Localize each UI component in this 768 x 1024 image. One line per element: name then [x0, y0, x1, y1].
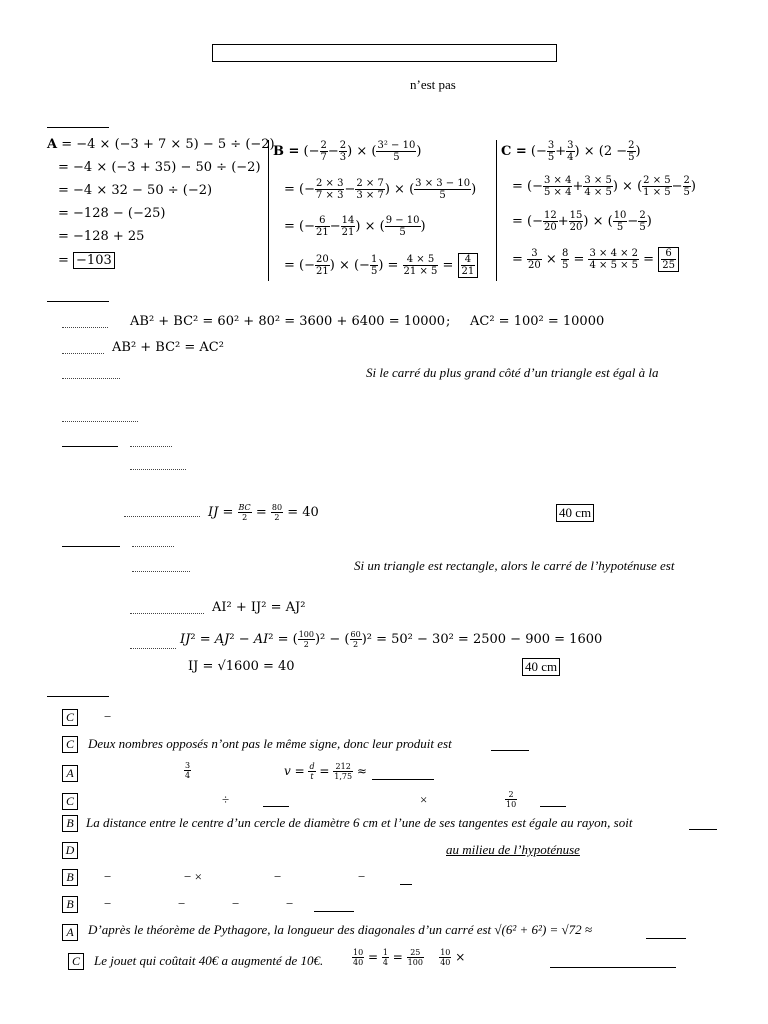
- qcm-text-8: −: [104, 896, 112, 911]
- qcm-answer-8: B: [62, 896, 78, 913]
- exB-label: B =: [273, 144, 300, 159]
- blank-7: [124, 516, 200, 517]
- divider-bc: [496, 140, 497, 281]
- blank-3: [62, 378, 120, 379]
- qcm-text-5: La distance entre le centre d’un cercle de diamètre 6 cm et l’une de ses tangentes est égale au rayon, soit: [86, 815, 633, 830]
- qcm-fracs-10: $\frac{10}{40}$ = $\frac{1}{4}$ = $\frac{25}{100}$ $\frac{10}{40}$ ×: [353, 948, 466, 967]
- section-1-underline: [47, 127, 109, 128]
- qcm-text-8c: −: [232, 896, 240, 911]
- blank-10: [130, 613, 204, 614]
- qcm-blank-9: [646, 938, 686, 939]
- ij-formula-1: IJ = $\frac{BC}{2}$ = $\frac{80}{2}$ = 40: [208, 503, 319, 522]
- qcm-frac-3a: $\frac{3}{4}$: [185, 761, 191, 780]
- section-3-underline: [47, 696, 109, 697]
- qcm-blank-2: [491, 750, 529, 751]
- exC-line-4: = $\frac{3}{20}$ × $\frac{8}{5}$ = $\frac{3 \times 4 \times 2}{4 \times 5 \times 5}$ = $\frac{6}{25}$: [512, 247, 679, 272]
- ex2-line-1c: AC² = 100² = 10000: [470, 314, 605, 329]
- ij-result-1: = 40: [287, 505, 319, 520]
- ij-answer-2: 40 cm: [522, 658, 560, 676]
- exC-line-3: = (− $\frac{12}{20}$ + $\frac{15}{20}$ ) × ( $\frac{10}{5}$ − $\frac{2}{5}$ ): [512, 210, 652, 233]
- exA-line-2: = −4 × (−3 + 35) − 50 ÷ (−2): [58, 160, 261, 175]
- ij-square-result: = 50² − 30² = 2500 − 900 = 1600: [376, 632, 603, 647]
- blank-8: [132, 546, 174, 547]
- qcm-text-10: Le jouet qui coûtait 40€ a augmenté de 10€.: [94, 953, 324, 968]
- exC-line-1: C = (− $\frac{3}{5}$ + $\frac{3}{4}$ ) × (2 − $\frac{2}{5}$ ): [501, 140, 641, 163]
- qcm-blank-4a: [263, 806, 289, 807]
- exB-result-den: 21: [461, 266, 475, 277]
- qcm-text-7d: −: [358, 869, 366, 884]
- subsection-c-underline: [62, 546, 120, 547]
- qcm-speed-formula: v = $\frac{d}{t}$ = $\frac{212}{1,75}$ ≈: [284, 762, 367, 781]
- qcm-answer-10: C: [68, 953, 84, 970]
- qcm-answer-1: C: [62, 709, 78, 726]
- qcm-blank-7: [400, 884, 412, 885]
- blank-1: [62, 327, 108, 328]
- qcm-text-8d: −: [286, 896, 294, 911]
- qcm-answer-9: A: [62, 924, 78, 941]
- exA-line-6: = −103: [58, 253, 115, 268]
- qcm-answer-4: C: [62, 793, 78, 810]
- ij-square-calc: IJ² = AJ² − AI² = ( $\frac{100}{2}$ )² − ( $\frac{60}{2}$ )² = 50² − 30² = 2500 − 900 = 1600: [180, 630, 603, 649]
- exB-line-4: = (− $\frac{20}{21}$ ) × (− $\frac{1}{5}$ ) = $\frac{4 \times 5}{21 \times 5}$ = $\frac{4}{21}$: [284, 253, 478, 278]
- qcm-text-9: D’après le théorème de Pythagore, la longueur des diagonales d’un carré est √(6² + 6²) = √72 ≈: [88, 922, 593, 937]
- blank-4: [62, 421, 138, 422]
- blank-5: [130, 446, 172, 447]
- ex2-theorem-2: Si un triangle est rectangle, alors le carré de l’hypoténuse est: [354, 558, 675, 573]
- exB-result-num: 4: [461, 254, 476, 266]
- blank-11: [130, 648, 176, 649]
- ex2-theorem-1: Si le carré du plus grand côté d’un triangle est égal à la: [366, 365, 659, 380]
- exA-line-5: = −128 + 25: [58, 229, 145, 244]
- qcm-blank-10: [550, 967, 676, 968]
- exC-label: C =: [501, 144, 527, 159]
- qcm-text-7b: − ×: [184, 869, 202, 884]
- ij-sqrt: IJ = √1600 = 40: [188, 659, 295, 674]
- exB-line-2: = (− $\frac{2 \times 3}{7 \times 3}$ − $\frac{2 \times 7}{3 \times 7}$ ) × ( $\frac{3 \times 3 - 10}{5}$ ): [284, 178, 477, 201]
- qcm-div-4: ÷: [222, 792, 230, 807]
- qcm-answer-5: B: [62, 815, 78, 832]
- qcm-answer-2: C: [62, 736, 78, 753]
- qcm-answer-3: A: [62, 765, 78, 782]
- qcm-frac-4: $\frac{2}{10}$: [506, 790, 517, 809]
- exC-result-den: 25: [662, 260, 675, 271]
- ij-answer-1: 40 cm: [556, 504, 594, 522]
- section-2-underline: [47, 301, 109, 302]
- qcm-blank-3: [372, 779, 434, 780]
- qcm-text-2: Deux nombres opposés n’ont pas le même signe, donc leur produit est: [88, 736, 452, 751]
- pythagoras-equation: AI² + IJ² = AJ²: [212, 600, 306, 615]
- header-subtitle: n’est pas: [410, 77, 456, 92]
- qcm-times-4: ×: [420, 792, 428, 807]
- blank-6: [130, 469, 186, 470]
- qcm-text-8b: −: [178, 896, 186, 911]
- blank-9: [132, 571, 190, 572]
- qcm-blank-8: [314, 911, 354, 912]
- blank-2: [62, 353, 104, 354]
- divider-ab: [268, 140, 269, 281]
- exA-line-1: A = −4 × (−3 + 7 × 5) − 5 ÷ (−2): [47, 137, 275, 152]
- qcm-text-7c: −: [274, 869, 282, 884]
- qcm-answer-7: B: [62, 869, 78, 886]
- exC-result-num: 6: [661, 248, 676, 260]
- ex2-line-1b: ;: [446, 314, 451, 329]
- qcm-blank-4b: [540, 806, 566, 807]
- qcm-text-7: −: [104, 869, 112, 884]
- qcm-text-6: au milieu de l’hypoténuse: [446, 842, 580, 857]
- qcm-blank-5: [689, 829, 717, 830]
- subsection-b-underline: [62, 446, 118, 447]
- exC-line-2: = (− $\frac{3 \times 4}{5 \times 4}$ + $\frac{3 \times 5}{4 \times 5}$ ) × ( $\frac{2 \times 5}{1 \times 5}$ − $\frac{2}{5}$ ): [512, 175, 696, 198]
- ex2-line-2: AB² + BC² = AC²: [112, 340, 224, 355]
- exA-line-4: = −128 − (−25): [58, 206, 166, 221]
- qcm-approx-3: ≈: [356, 764, 367, 778]
- title-box: [212, 44, 557, 62]
- qcm-text-1: −: [104, 709, 112, 724]
- exB-line-1: B = (− $\frac{2}{7}$ − $\frac{2}{3}$ ) × ( $\frac{\text{3² − 10}}{5}$ ): [273, 140, 422, 163]
- qcm-answer-6: D: [62, 842, 78, 859]
- ex2-line-1: AB² + BC² = 60² + 80² = 3600 + 6400 = 10000: [130, 314, 446, 329]
- exA-result: −103: [73, 252, 115, 269]
- exB-line-3: = (− $\frac{6}{21}$ − $\frac{14}{21}$ ) × ( $\frac{9 - 10}{5}$ ): [284, 215, 426, 238]
- exA-line-3: = −4 × 32 − 50 ÷ (−2): [58, 183, 213, 198]
